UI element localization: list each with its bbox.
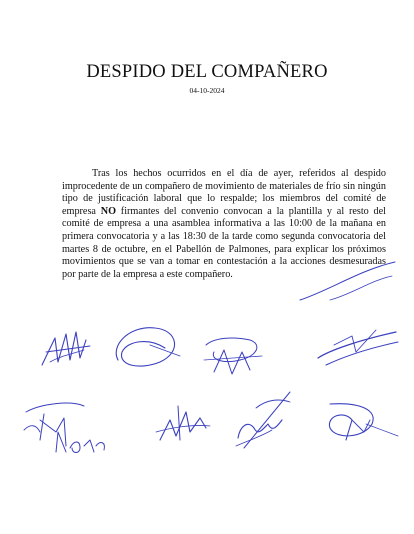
signature-7 bbox=[236, 392, 290, 448]
body-text-emphasis: NO bbox=[100, 205, 117, 217]
signature-2 bbox=[116, 328, 180, 366]
document-title: DESPIDO DEL COMPAÑERO bbox=[86, 62, 328, 82]
signature-4 bbox=[318, 330, 398, 365]
document-date: 04-10-2024 bbox=[189, 86, 225, 95]
signature-1 bbox=[42, 332, 90, 365]
body-text-part-2: firmantes del convenio convocan a la plantilla y al resto del comité de empresa a una asamblea informativa a las 10:00 de la mañana en primera convocatoria y a las 18:30 de la tarde como segunda convocatoria del martes 8 de octubre, en el Pabellón de Palmones, para explicar los próximos movimientos que se van a tomar en contestación a la acciones desmesuradas por parte de la empresa a este compañero. bbox=[62, 205, 386, 280]
signature-5 bbox=[24, 403, 104, 452]
signature-3 bbox=[204, 338, 262, 374]
document-body bbox=[62, 168, 386, 281]
body-text-part-1: Tras los hechos ocurridos en el día de ayer, referidos al despido improcedente de un compañero de movimiento de materiales de frío sin ningún tipo de justificación laboral que lo respalde; los miembros del comité de empresa bbox=[62, 168, 386, 217]
signature-8 bbox=[329, 404, 398, 440]
signature-6 bbox=[156, 406, 210, 440]
